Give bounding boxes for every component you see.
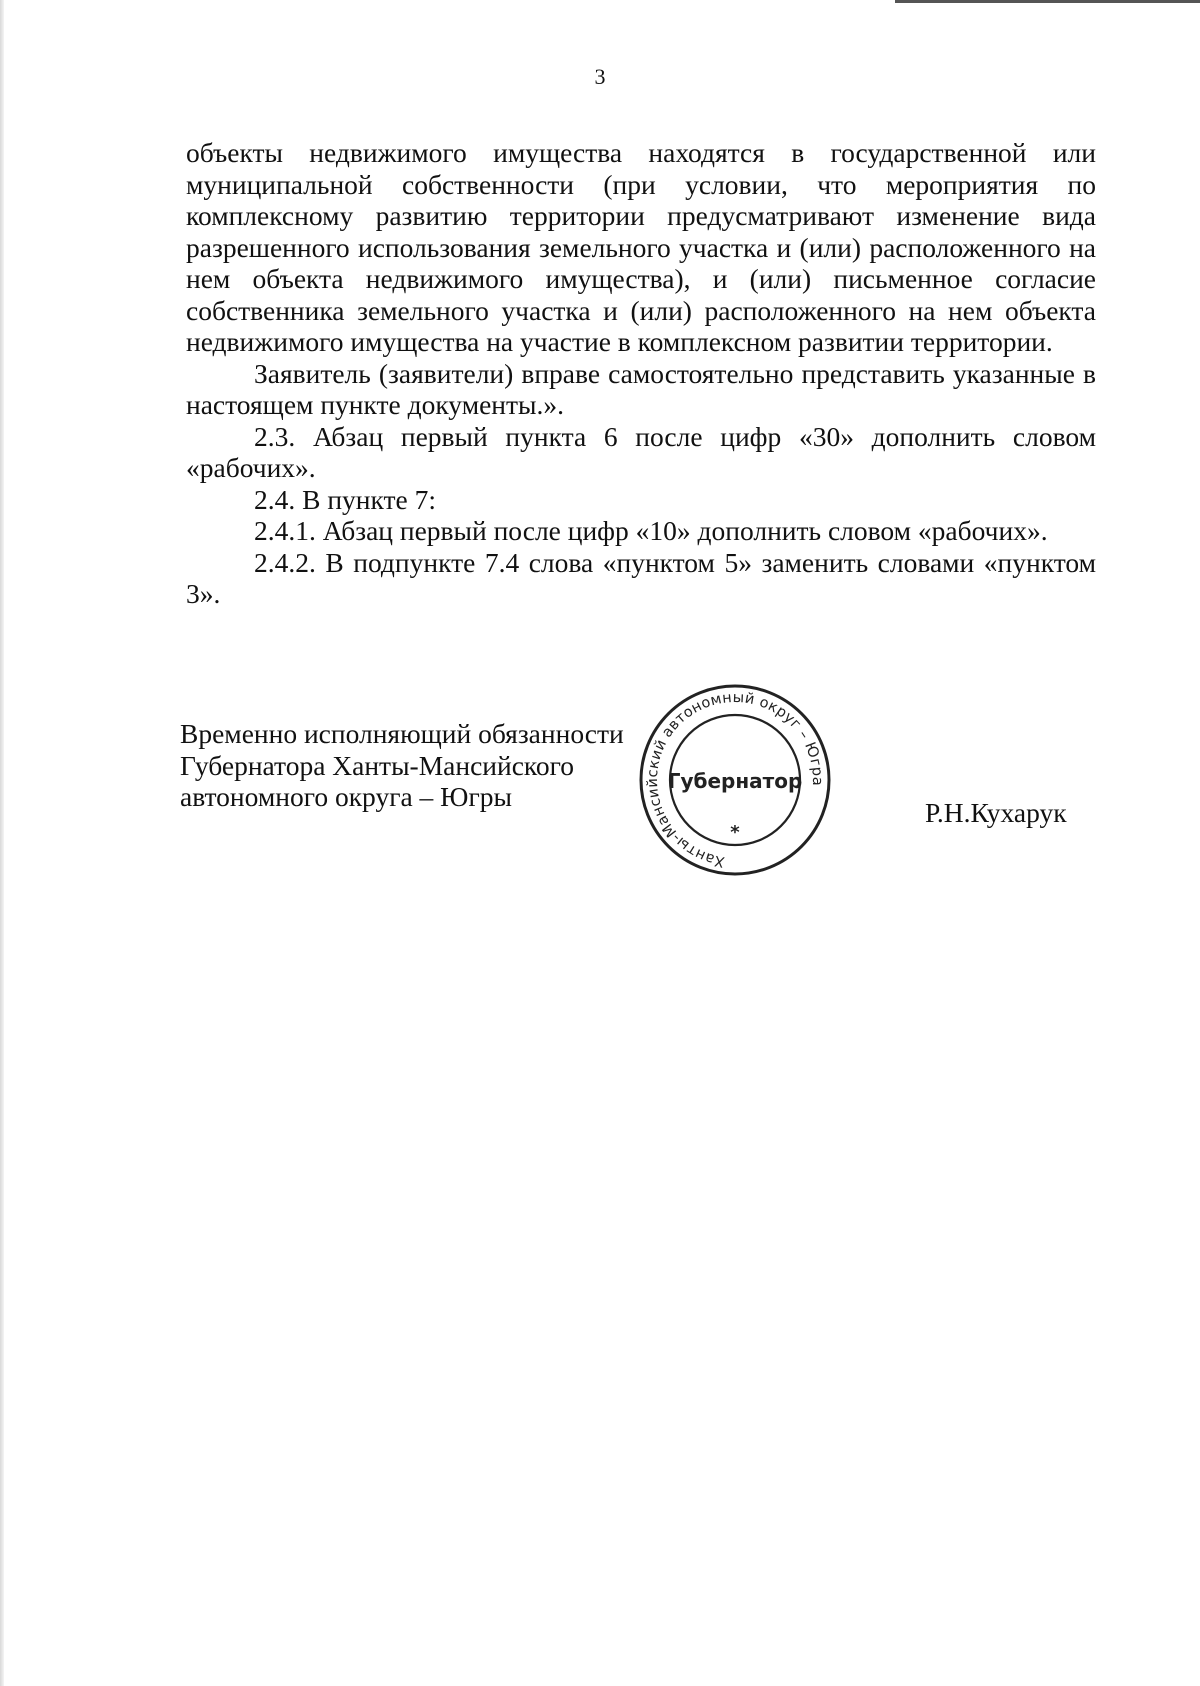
scan-top-edge-line [895, 0, 1200, 3]
scan-left-edge [0, 0, 4, 1686]
page-number: 3 [594, 64, 606, 89]
paragraph-clause-2-4: 2.4. В пункте 7: [254, 483, 437, 515]
signature-title-block [180, 718, 624, 813]
seal-star: * [730, 822, 740, 843]
seal-center-text: Губернатор [667, 769, 803, 793]
paragraph-clause-2-4-1: 2.4.1. Абзац первый после цифр «10» дополнить словом «рабочих». [254, 515, 1048, 546]
official-seal-stamp [635, 658, 835, 888]
paragraph-applicant-right: Заявитель (заявители) вправе самостоятельно представить указанные в настоящем пункте документы.». [186, 357, 1096, 420]
seal-ring-text: Ханты-Мансийский автономный округ – Югра [644, 689, 826, 870]
paragraph-clause-2-4-2: 2.4.2. В подпункте 7.4 слова «пунктом 5» заменить словами «пунктом 3». [186, 546, 1096, 609]
paragraph-clause-2-3: 2.3. Абзац первый пункта 6 после цифр «30» дополнить словом «рабочих». [186, 420, 1096, 483]
paragraph-continuation: объекты недвижимого имущества находятся в государственной или муниципальной собственности (при условии, что мероприятия по комплексному развитию территории предусматривают изменение вида разрешенного использования земельного участка и (или) расположенного на нем объекта недвижимого имущества), и (или) письменное согласие собственника земельного участка и (или) расположенного на нем объекта недвижимого имущества на участие в комплексном развитии территории. [186, 137, 1096, 357]
signature-title-line: Временно исполняющий обязанности [180, 718, 624, 749]
seal-graphic [635, 658, 835, 888]
signature-title-line: Губернатора Ханты-Мансийского [180, 749, 574, 781]
document-body [186, 137, 1096, 610]
signature-title-line: автономного округа – Югры [180, 781, 512, 812]
signer-name: Р.Н.Кухарук [925, 797, 1067, 828]
